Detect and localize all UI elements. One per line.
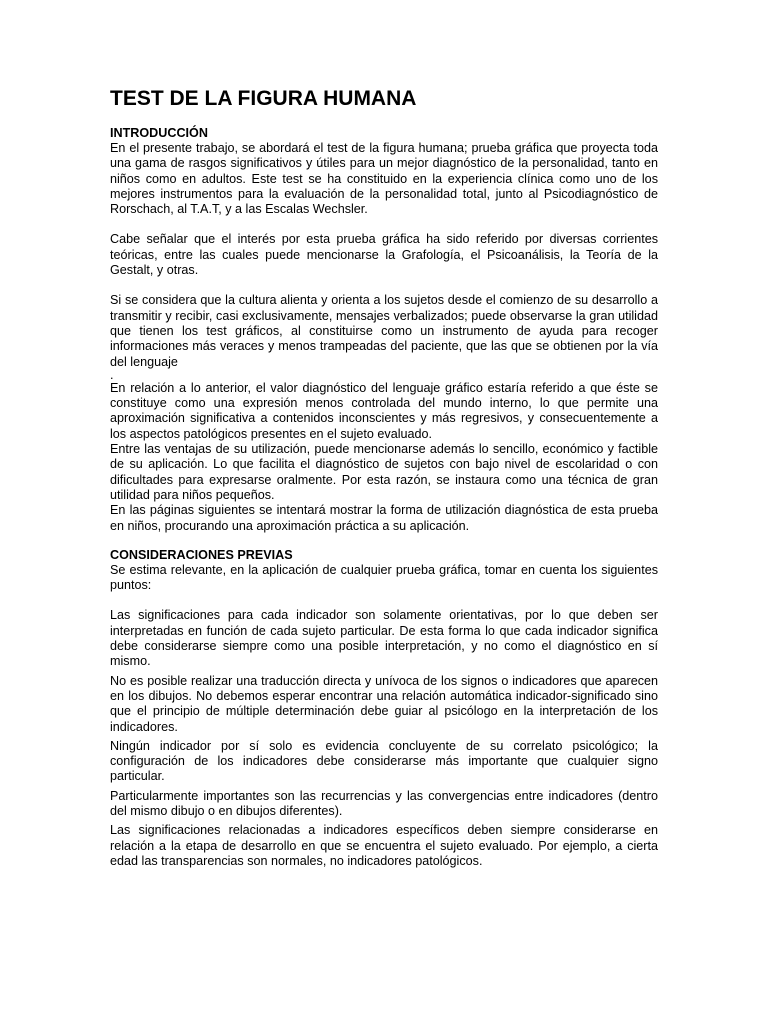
previas-item-2: No es posible realizar una traducción directa y unívoca de los signos o indicadores que aparecen en los dibujos. No debemos esperar encontrar una relación automática indicador-significado sino que el principio de múltiple determinación debe guiar al psicólogo en la interpretación de los indicadores. [110,673,658,734]
intro-paragraph-2: Cabe señalar que el interés por esta prueba gráfica ha sido referido por diversas corrientes teóricas, entre las cuales puede mencionarse la Grafología, el Psicoanálisis, la Teoría de la Gestalt, y otras. [110,232,658,278]
previas-item-4: Particularmente importantes son las recurrencias y las convergencias entre indicadores (dentro del mismo dibujo o en dibujos diferentes). [110,788,658,818]
intro-paragraph-4: En relación a lo anterior, el valor diagnóstico del lenguaje gráfico estaría referido a que éste se constituye como una expresión menos controlada del mundo interno, lo que permite una aproximación significativa a contenidos inconscientes y más regresivos, y consecuentemente a los aspectos patológicos presentes en el sujeto evaluado. [110,380,658,441]
intro-paragraph-6: En las páginas siguientes se intentará mostrar la forma de utilización diagnóstica de esta prueba en niños, procurando una aproximación práctica a su aplicación. [110,503,658,533]
intro-paragraph-5: Entre las ventajas de su utilización, puede mencionarse además lo sencillo, económico y factible de su aplicación. Lo que facilita el diagnóstico de sujetos con bajo nivel de escolaridad o con dificultades para expresarse oralmente. Por esta razón, se instaura como una técnica de gran utilidad para niños pequeños. [110,442,658,502]
document-page [110,86,658,869]
intro-paragraph-3: Si se considera que la cultura alienta y orienta a los sujetos desde el comienzo de su desarrollo a transmitir y recibir, casi exclusivamente, mensajes verbalizados; puede observarse la gran utilidad que tienen los test gráficos, al constituirse como un instrumento de ayuda para recoger informaciones más veraces y menos trampeadas del paciente, que las que se obtienen por la vía del lenguaje [110,293,658,369]
previas-lead-paragraph: Se estima relevante, en la aplicación de cualquier prueba gráfica, tomar en cuenta los siguientes puntos: [110,562,658,593]
intro-paragraph-1: En el presente trabajo, se abordará el test de la figura humana; prueba gráfica que proyecta toda una gama de rasgos significativos y útiles para un mejor diagnóstico de la personalidad, tanto en niños como en adultos. Este test se ha constituido en la experiencia clínica como uno de los mejores instrumentos para la evaluación de la personalidad total, junto al Psicodiagnóstico de Rorschach, al T.A.T, y a las Escalas Wechsler. [110,141,658,217]
document-title: TEST DE LA FIGURA HUMANA [110,87,417,110]
previas-item-1: Las significaciones para cada indicador son solamente orientativas, por lo que deben ser interpretadas en función de cada sujeto particular. De esta forma lo que cada indicador significa debe considerarse siempre como una posible interpretación, y no como el diagnóstico en sí mismo. [110,608,658,669]
previas-item-5: Las significaciones relacionadas a indicadores específicos deben siempre considerarse en relación a la etapa de desarrollo en que se encuentra el sujeto evaluado. Por ejemplo, a cierta edad las transparencias son normales, no indicadores patológicos. [110,823,658,868]
section-consideraciones-previas [110,548,658,869]
intro-paragraph-3-dot: . [110,367,114,382]
section-heading-introduccion: INTRODUCCIÓN [110,126,208,140]
section-heading-consideraciones-previas: CONSIDERACIONES PREVIAS [110,547,293,562]
section-introduccion [110,126,658,534]
previas-item-3: Ningún indicador por sí solo es evidencia concluyente de su correlato psicológico; la configuración de los indicadores debe considerarse más importante que cualquier signo particular. [110,738,658,784]
